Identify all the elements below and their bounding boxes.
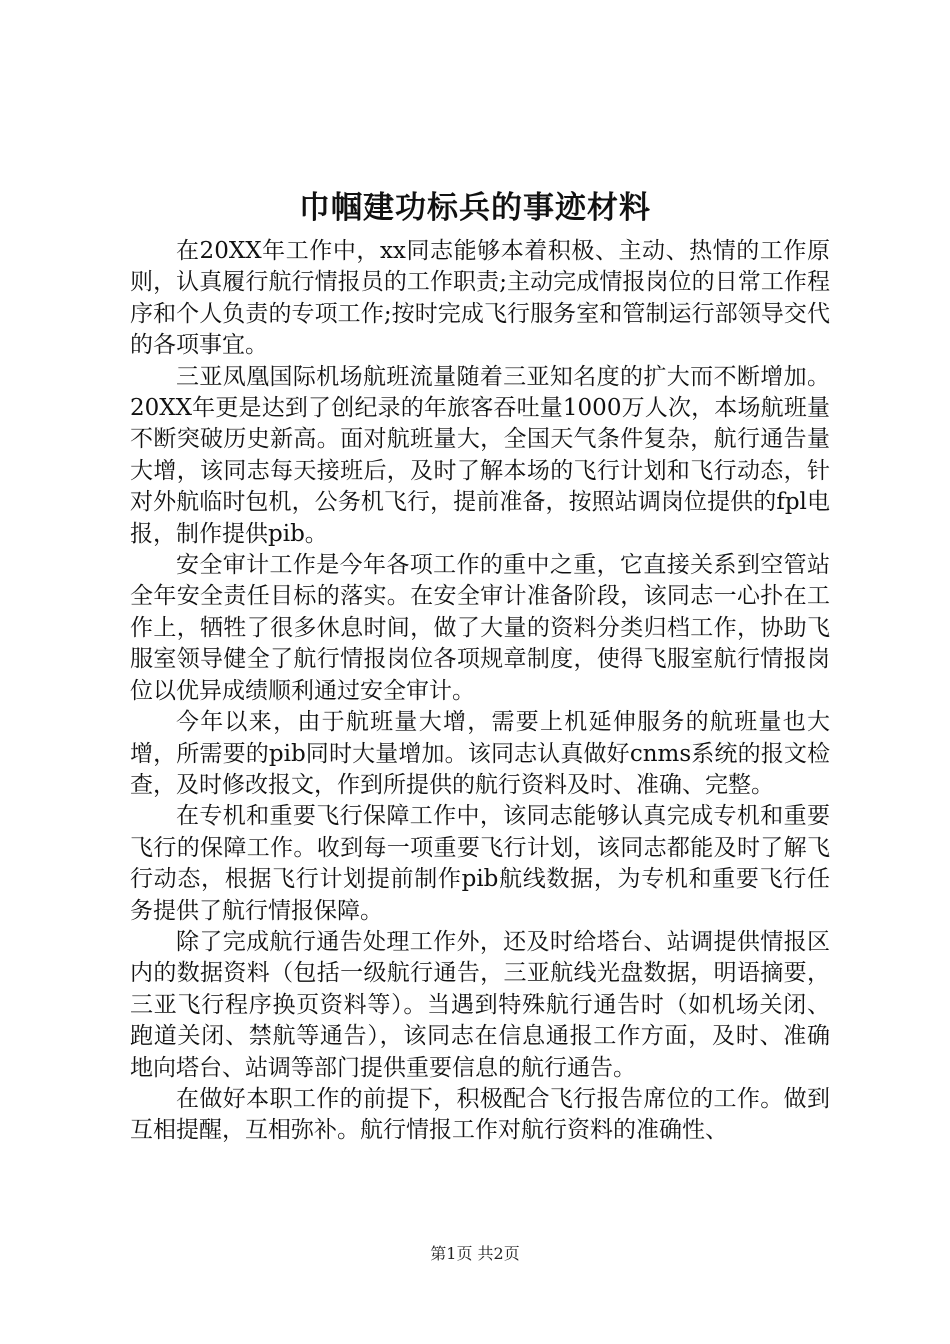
paragraph: 在20XX年工作中，xx同志能够本着积极、主动、热情的工作原则，认真履行航行情报员的工作职责;主动完成情报岗位的日常工作程序和个人负责的专项工作;按时完成飞行服务室和管制运行部领导交代的各项事宜。 [130,238,830,359]
paragraph: 在专机和重要飞行保障工作中，该同志能够认真完成专机和重要飞行的保障工作。收到每一项重要飞行计划，该同志都能及时了解飞行动态，根据飞行计划提前制作pib航线数据，为专机和重要飞行任务提供了航行情报保障。 [130,803,830,924]
document-body [130,236,830,1147]
page-number-footer: 第1页 共2页 [430,1244,520,1263]
document-title: 巾帼建功标兵的事迹材料 [299,190,651,226]
paragraph: 安全审计工作是今年各项工作的重中之重，它直接关系到空管站全年安全责任目标的落实。在安全审计准备阶段，该同志一心扑在工作上，牺牲了很多休息时间，做了大量的资料分类归档工作，协助飞服室领导健全了航行情报岗位各项规章制度，使得飞服室航行情报岗位以优异成绩顺利通过安全审计。 [130,552,830,704]
paragraph: 今年以来，由于航班量大增，需要上机延伸服务的航班量也大增，所需要的pib同时大量增加。该同志认真做好cnms系统的报文检查，及时修改报文，作到所提供的航行资料及时、准确、完整。 [130,709,830,798]
paragraph: 三亚凤凰国际机场航班流量随着三亚知名度的扩大而不断增加。20XX年更是达到了创纪录的年旅客吞吐量1000万人次，本场航班量不断突破历史新高。面对航班量大，全国天气条件复杂，航行通告量大增，该同志每天接班后，及时了解本场的飞行计划和飞行动态，针对外航临时包机，公务机飞行，提前准备，按照站调岗位提供的fpl电报，制作提供pib。 [130,363,830,547]
paragraph: 在做好本职工作的前提下，积极配合飞行报告席位的工作。做到互相提醒，互相弥补。航行情报工作对航行资料的准确性、 [130,1085,830,1144]
paragraph: 除了完成航行通告处理工作外，还及时给塔台、站调提供情报区内的数据资料（包括一级航行通告，三亚航线光盘数据，明语摘要，三亚飞行程序换页资料等）。当遇到特殊航行通告时（如机场关闭、跑道关闭、禁航等通告），该同志在信息通报工作方面，及时、准确地向塔台、站调等部门提供重要信息的航行通告。 [130,928,830,1081]
